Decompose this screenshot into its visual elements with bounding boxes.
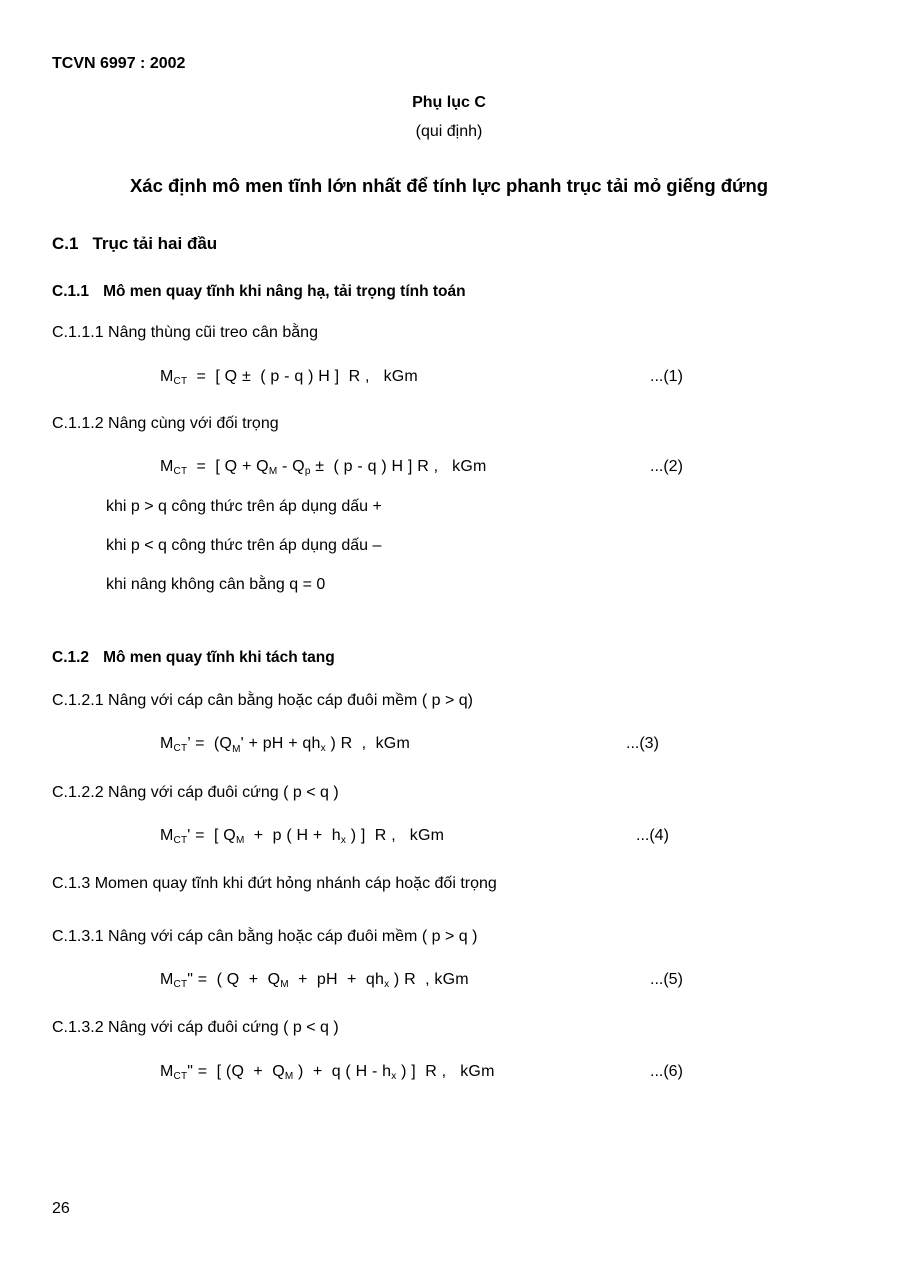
section-c11-heading bbox=[52, 283, 466, 301]
equation-1-ref: ...(1) bbox=[650, 368, 683, 385]
equation-4-ref: ...(4) bbox=[636, 827, 669, 844]
section-title: Trục tải hai đầu bbox=[92, 234, 218, 253]
subsection-c112: C.1.1.2 Nâng cùng với đối trọng bbox=[52, 415, 279, 432]
subsection-c121: C.1.2.1 Nâng với cáp cân bằng hoặc cáp đuôi mềm ( p > q) bbox=[52, 692, 473, 709]
section-number: C.1.2 bbox=[52, 649, 90, 666]
page-number: 26 bbox=[52, 1200, 70, 1217]
annex-heading: Xác định mô men tĩnh lớn nhất để tính lực phanh trục tải mỏ giếng đứng bbox=[129, 175, 769, 196]
section-title: Mô men quay tĩnh khi tách tang bbox=[103, 649, 335, 666]
section-c12-heading bbox=[52, 649, 335, 667]
equation-5-ref: ...(5) bbox=[650, 971, 683, 988]
equation-3: $M_{CT}$’ = ($Q_M'$ + pH + $qh_x$ ) R , kGm bbox=[160, 735, 410, 755]
note-plus-sign: khi p > q công thức trên áp dụng dấu + bbox=[106, 498, 382, 515]
section-number: C.1 bbox=[52, 234, 79, 253]
note-unbalanced: khi nâng không cân bằng q = 0 bbox=[106, 576, 326, 593]
note-minus-sign: khi p < q công thức trên áp dụng dấu – bbox=[106, 537, 382, 554]
equation-6-ref: ...(6) bbox=[650, 1063, 683, 1080]
equation-2: $M_{CT}$ = [ $Q + Q_M - Q_p$ ± ( p - q ) H ] R , kGm bbox=[160, 458, 487, 477]
subsection-c111: C.1.1.1 Nâng thùng cũi treo cân bằng bbox=[52, 324, 318, 341]
equation-4: $M_{CT}'$ = [ $Q_M + p$ ( $H + h_x$ ) ] R , kGm bbox=[160, 827, 445, 846]
equation-3-ref: ...(3) bbox=[626, 735, 659, 752]
subsection-c132: C.1.3.2 Nâng với cáp đuôi cứng ( p < q ) bbox=[52, 1019, 339, 1036]
document-standard-code: TCVN 6997 : 2002 bbox=[52, 55, 186, 72]
equation-6: $M_{CT}$" = [ ($Q + Q_M$ ) + q ( H - $h_x$ ) ] R , kGm bbox=[160, 1063, 495, 1082]
annex-title: Phụ lục C bbox=[412, 94, 486, 111]
equation-5: $M_{CT}$" = ( $Q + Q_M$ + pH + $qh_x$ ) R , kGm bbox=[160, 971, 469, 990]
equation-2-ref: ...(2) bbox=[650, 458, 683, 475]
subsection-c131: C.1.3.1 Nâng với cáp cân bằng hoặc cáp đuôi mềm ( p > q ) bbox=[52, 928, 478, 945]
subsection-c122: C.1.2.2 Nâng với cáp đuôi cứng ( p < q ) bbox=[52, 784, 339, 801]
section-number: C.1.1 bbox=[52, 283, 90, 300]
annex-type: (qui định) bbox=[415, 123, 483, 140]
subsection-c13: C.1.3 Momen quay tĩnh khi đứt hỏng nhánh cáp hoặc đối trọng bbox=[52, 875, 497, 892]
equation-1: $M_{CT}$ = [ Q ± ( p - q ) H ] R , kGm bbox=[160, 368, 418, 387]
section-c1-heading bbox=[52, 234, 217, 254]
section-title: Mô men quay tĩnh khi nâng hạ, tải trọng tính toán bbox=[103, 283, 466, 300]
